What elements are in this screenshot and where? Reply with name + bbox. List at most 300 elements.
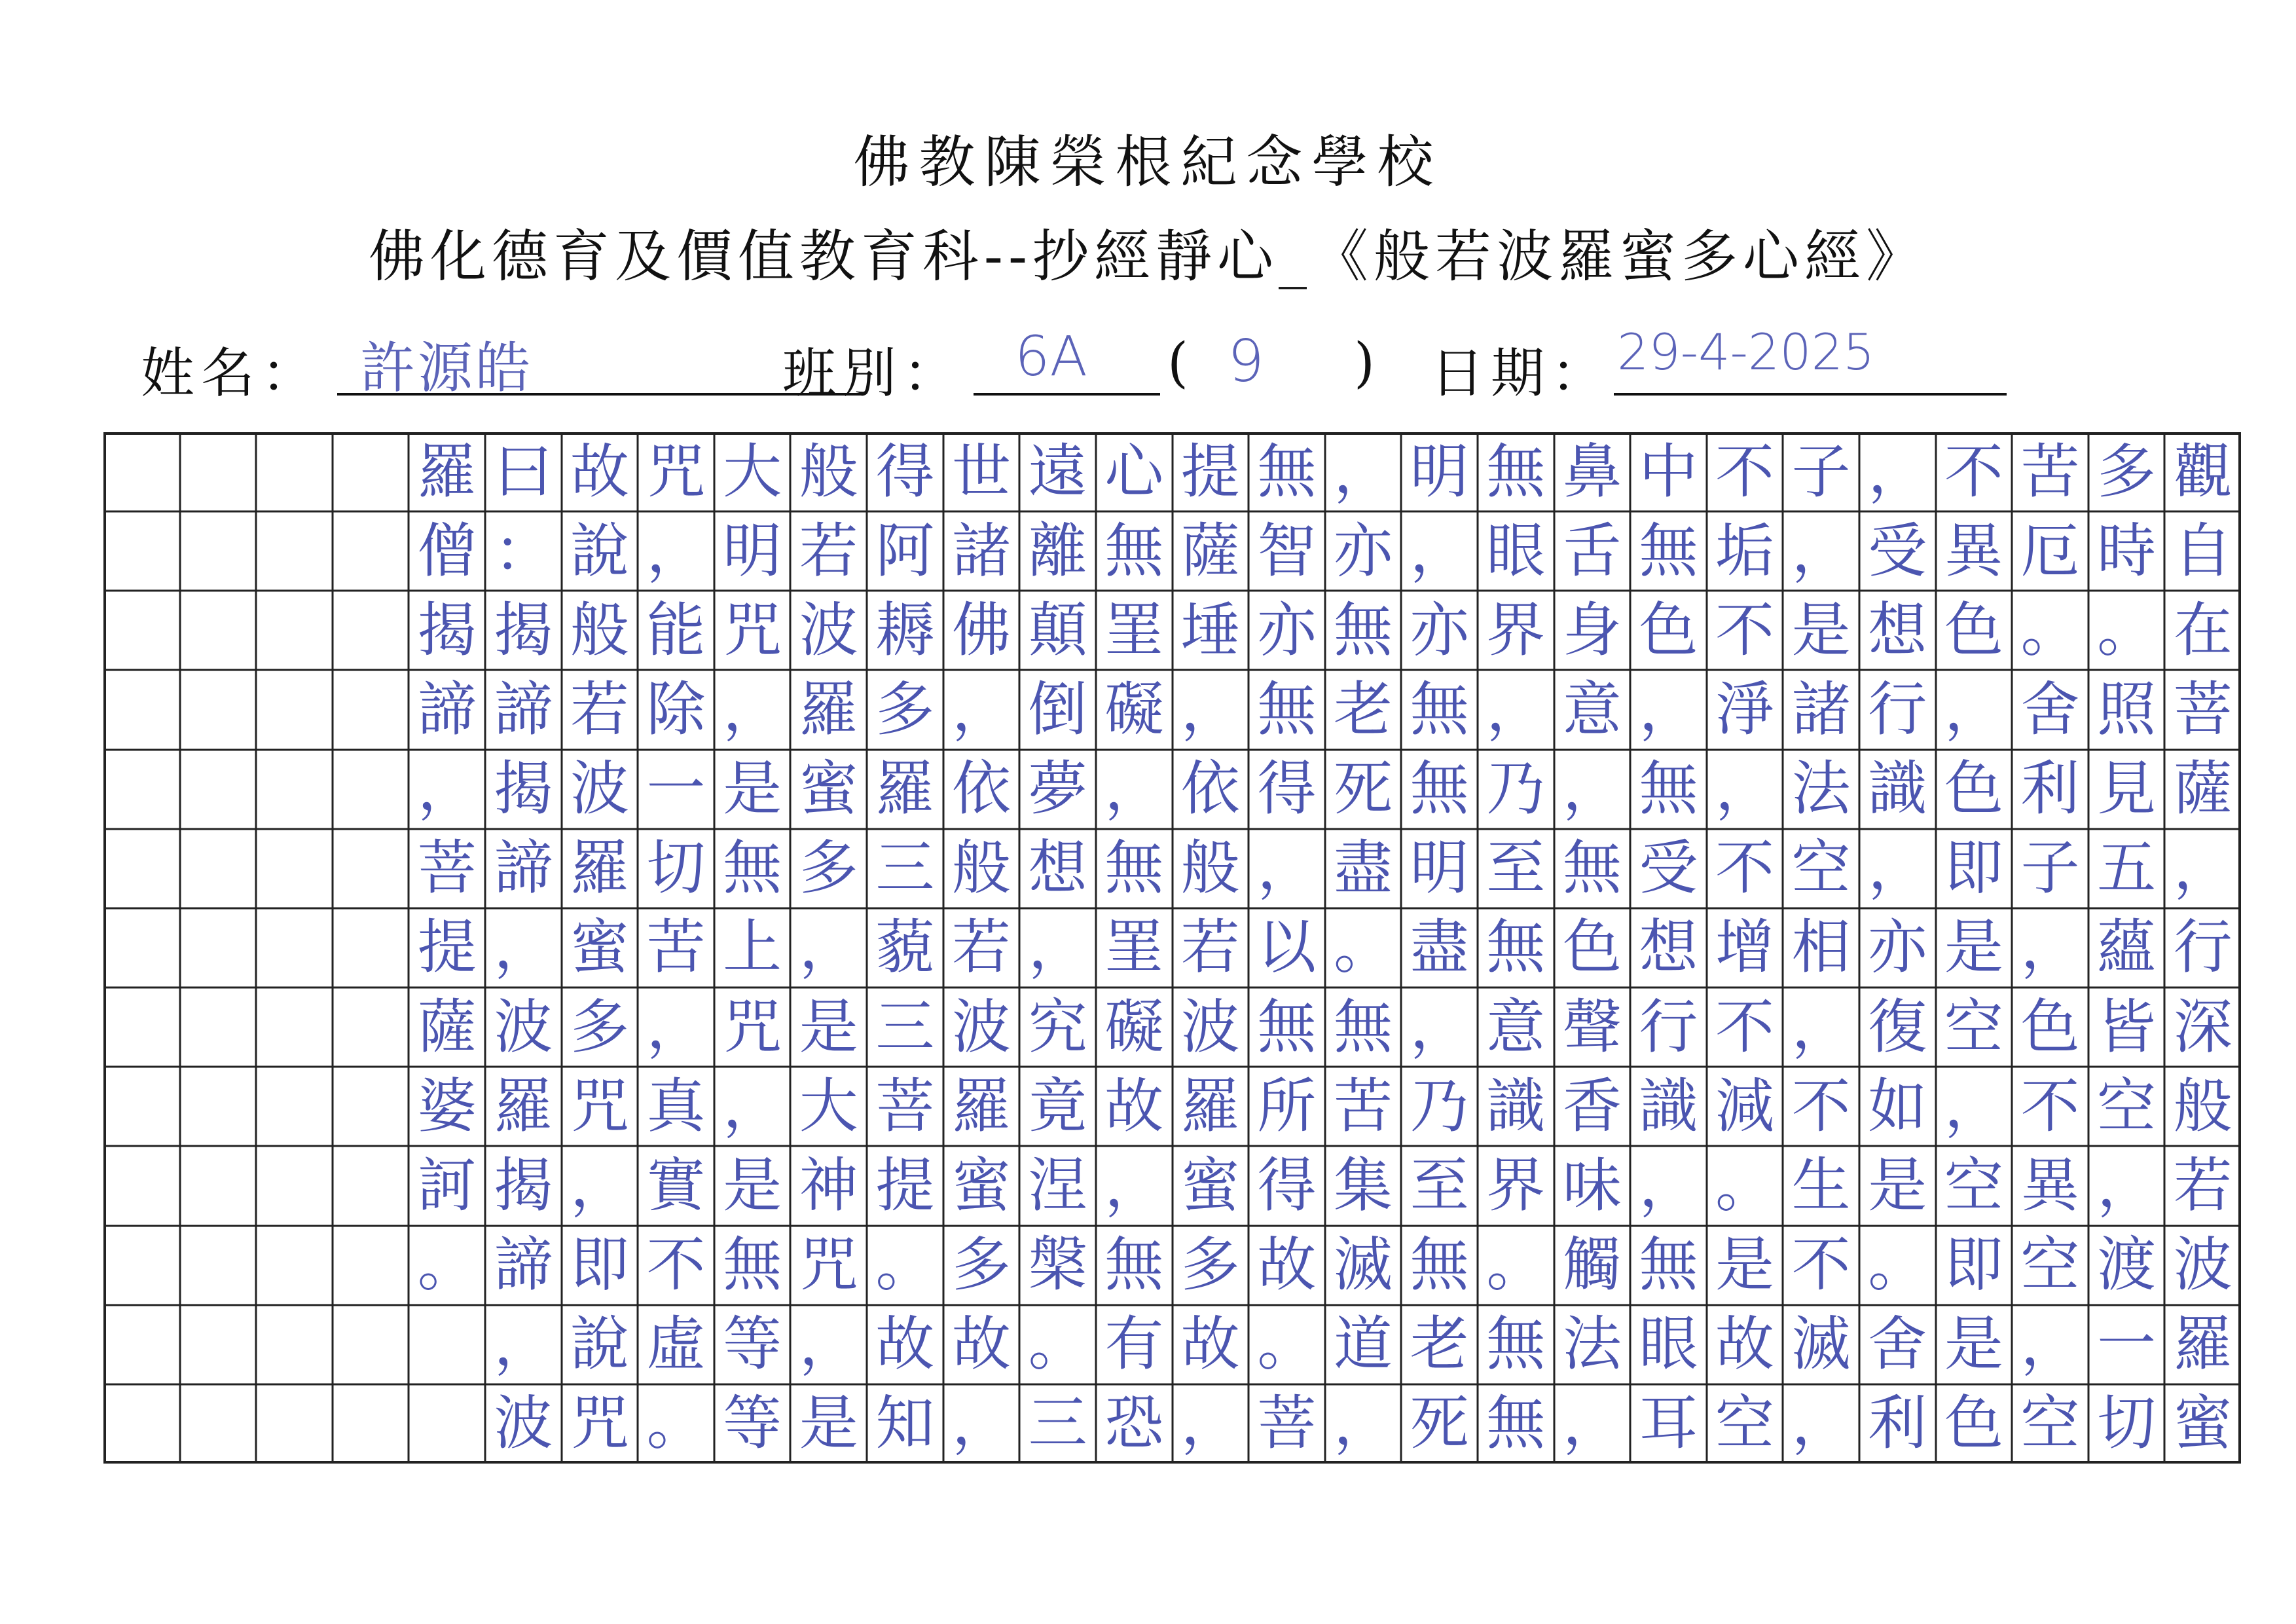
handwritten-character: 舍 (1868, 1310, 1927, 1379)
handwritten-character: ， (646, 992, 706, 1061)
handwritten-character: ， (1180, 675, 1240, 745)
handwritten-character: 涅 (1028, 1151, 1087, 1220)
handwritten-character: 故 (1180, 1310, 1240, 1379)
handwritten-character: 菩 (1257, 1389, 1317, 1458)
handwritten-character: 盡 (1410, 913, 1469, 982)
handwritten-character: 復 (1868, 992, 1927, 1061)
handwritten-character: 說 (570, 516, 629, 585)
handwritten-character: 無 (723, 1230, 782, 1300)
handwritten-character: 識 (1868, 754, 1927, 824)
handwritten-character: ， (1028, 913, 1087, 982)
handwritten-character: 若 (799, 516, 858, 585)
handwritten-character: ， (1334, 437, 1393, 506)
handwritten-character: ， (1791, 516, 1851, 585)
handwritten-character: 得 (1257, 754, 1317, 824)
handwritten-character: 時 (2097, 516, 2157, 585)
handwritten-character: 虛 (646, 1310, 706, 1379)
handwritten-character: 是 (1868, 1151, 1927, 1220)
handwritten-character: ， (1180, 1389, 1240, 1458)
handwritten-character: 。 (1334, 913, 1393, 982)
handwritten-character: 故 (570, 437, 629, 506)
handwritten-character: 咒 (570, 1389, 629, 1458)
handwritten-character: 三 (875, 992, 935, 1061)
handwritten-character: 。 (1257, 1310, 1317, 1379)
handwritten-character: ， (646, 516, 706, 585)
handwritten-character: 真 (646, 1071, 706, 1141)
handwritten-character: 眼 (1486, 516, 1546, 585)
handwritten-character: ， (494, 1310, 553, 1379)
handwritten-character: 恐 (1104, 1389, 1164, 1458)
handwritten-character: 大 (799, 1071, 858, 1141)
handwritten-character: 利 (2020, 754, 2080, 824)
handwritten-character: 耨 (875, 595, 935, 665)
handwritten-character: 般 (951, 834, 1011, 903)
handwritten-character: 盡 (1334, 834, 1393, 903)
handwritten-character: 異 (1944, 516, 2003, 585)
handwritten-character: ， (1410, 516, 1469, 585)
handwritten-character: 夢 (1028, 754, 1087, 824)
handwritten-character: 空 (1791, 834, 1851, 903)
handwritten-character: 神 (799, 1151, 858, 1220)
handwritten-character: 無 (1334, 595, 1393, 665)
handwritten-character: ， (1944, 675, 2003, 745)
handwritten-character: 五 (2097, 834, 2157, 903)
date-handwritten-value: 29-4-2025 (1617, 323, 1875, 381)
sutra-copy-grid (103, 432, 2241, 1464)
handwritten-character: 菩 (417, 834, 477, 903)
handwritten-character: 聲 (1562, 992, 1622, 1061)
handwritten-character: 羅 (875, 754, 935, 824)
handwritten-character: 無 (1639, 754, 1698, 824)
handwritten-character: 意 (1562, 675, 1622, 745)
handwritten-character: 若 (1180, 913, 1240, 982)
handwritten-character: 諸 (1791, 675, 1851, 745)
handwritten-character: 照 (2097, 675, 2157, 745)
handwritten-character: ， (2097, 1151, 2157, 1220)
handwritten-character: 僧 (417, 516, 477, 585)
handwritten-character: 佛 (951, 595, 1011, 665)
handwritten-character: 色 (1944, 1389, 2003, 1458)
handwritten-character: 一 (2097, 1310, 2157, 1379)
handwritten-character: 得 (1257, 1151, 1317, 1220)
handwritten-character: 厄 (2020, 516, 2080, 585)
handwritten-character: 想 (1639, 913, 1698, 982)
school-name: 佛教陳榮根紀念學校 (853, 130, 1443, 195)
handwritten-character: 無 (723, 834, 782, 903)
handwritten-character: 無 (1486, 437, 1546, 506)
handwritten-character: ， (951, 675, 1011, 745)
handwritten-character: ， (1868, 834, 1927, 903)
handwritten-character: 受 (1868, 516, 1927, 585)
handwritten-character: 乃 (1486, 754, 1546, 824)
handwritten-character: 味 (1562, 1151, 1622, 1220)
handwritten-character: ， (799, 913, 858, 982)
handwritten-character: 諦 (417, 675, 477, 745)
handwritten-character: 菩 (875, 1071, 935, 1141)
handwritten-character: 能 (646, 595, 706, 665)
handwritten-character: 是 (1715, 1230, 1775, 1300)
handwritten-character: 不 (1791, 1230, 1851, 1300)
handwritten-character: 。 (646, 1389, 706, 1458)
handwritten-character: 不 (2020, 1071, 2080, 1141)
handwritten-character: 明 (1410, 437, 1469, 506)
handwritten-character: 得 (875, 437, 935, 506)
handwritten-character: 顛 (1028, 595, 1087, 665)
handwritten-character: 故 (875, 1310, 935, 1379)
handwritten-character: 薩 (2173, 754, 2232, 824)
handwritten-character: 。 (417, 1230, 477, 1300)
handwritten-character: 識 (1639, 1071, 1698, 1141)
handwritten-character: 波 (494, 1389, 553, 1458)
handwritten-character: 蜜 (951, 1151, 1011, 1220)
handwritten-character: 明 (723, 516, 782, 585)
handwritten-character: 波 (799, 595, 858, 665)
handwritten-character: 大 (723, 437, 782, 506)
handwritten-character: 波 (951, 992, 1011, 1061)
class-handwritten-value: 6A (1015, 324, 1087, 388)
handwritten-character: 知 (875, 1389, 935, 1458)
handwritten-character: 滅 (1334, 1230, 1393, 1300)
handwritten-character: 想 (1028, 834, 1087, 903)
handwritten-character: 諦 (494, 834, 553, 903)
handwritten-character: 亦 (1410, 595, 1469, 665)
handwritten-character: 即 (1944, 834, 2003, 903)
handwritten-character: 上 (723, 913, 782, 982)
handwritten-character: ， (570, 1151, 629, 1220)
handwritten-character: ， (1715, 754, 1775, 824)
handwritten-character: 薩 (1180, 516, 1240, 585)
handwritten-character: 倒 (1028, 675, 1087, 745)
handwritten-character: 羅 (2173, 1310, 2232, 1379)
handwritten-character: 利 (1868, 1389, 1927, 1458)
handwritten-character: 波 (2173, 1230, 2232, 1300)
handwritten-character: 提 (875, 1151, 935, 1220)
handwritten-character: 除 (646, 675, 706, 745)
class-number-open-paren: ( (1167, 332, 1188, 394)
handwritten-character: 深 (2173, 992, 2232, 1061)
handwritten-character: 揭 (417, 595, 477, 665)
handwritten-character: 諦 (494, 1230, 553, 1300)
handwritten-character: 無 (1104, 1230, 1164, 1300)
handwritten-character: ， (1334, 1389, 1393, 1458)
handwritten-character: 意 (1486, 992, 1546, 1061)
handwritten-character: 受 (1639, 834, 1698, 903)
handwritten-character: 多 (2097, 437, 2157, 506)
handwritten-character: 等 (723, 1310, 782, 1379)
handwritten-character: 槃 (1028, 1230, 1087, 1300)
name-handwritten-value: 許源皓 (360, 336, 534, 400)
handwritten-character: ， (1868, 437, 1927, 506)
handwritten-character: 乃 (1410, 1071, 1469, 1141)
handwritten-character: 身 (1562, 595, 1622, 665)
handwritten-character: 咒 (570, 1071, 629, 1141)
handwritten-character: 。 (2097, 595, 2157, 665)
handwritten-character: 是 (1944, 913, 2003, 982)
handwritten-character: 無 (1410, 675, 1469, 745)
handwritten-character: 提 (1180, 437, 1240, 506)
handwritten-character: 觸 (1562, 1230, 1622, 1300)
handwritten-character: 色 (1639, 595, 1698, 665)
handwritten-character: 蜜 (799, 754, 858, 824)
handwritten-character: 礙 (1104, 992, 1164, 1061)
handwritten-character: 提 (417, 913, 477, 982)
handwritten-character: 子 (2020, 834, 2080, 903)
handwritten-character: 咒 (723, 992, 782, 1061)
handwritten-character: 無 (1639, 1230, 1698, 1300)
handwritten-character: 垢 (1715, 516, 1775, 585)
handwritten-character: 皆 (2097, 992, 2157, 1061)
handwritten-character: 藐 (875, 913, 935, 982)
handwritten-character: 離 (1028, 516, 1087, 585)
handwritten-character: 諦 (494, 675, 553, 745)
handwritten-character: 故 (1104, 1071, 1164, 1141)
handwritten-character: 行 (2173, 913, 2232, 982)
handwritten-character: 無 (1410, 754, 1469, 824)
handwritten-character: ， (1791, 1389, 1851, 1458)
handwritten-character: ， (1791, 992, 1851, 1061)
handwritten-character: 苦 (1334, 1071, 1393, 1141)
handwritten-character: 心 (1104, 437, 1164, 506)
handwritten-character: ， (1257, 834, 1317, 903)
handwritten-character: 不 (1791, 1071, 1851, 1141)
handwritten-character: ， (2020, 913, 2080, 982)
handwritten-character: 咒 (723, 595, 782, 665)
handwritten-character: 揭 (494, 1151, 553, 1220)
handwritten-character: 色 (2020, 992, 2080, 1061)
handwritten-character: 亦 (1334, 516, 1393, 585)
handwritten-character: 即 (1944, 1230, 2003, 1300)
handwritten-character: 咒 (646, 437, 706, 506)
handwritten-character: 阿 (875, 516, 935, 585)
handwritten-character: 空 (1715, 1389, 1775, 1458)
handwritten-character: 般 (799, 437, 858, 506)
handwritten-character: 無 (1104, 834, 1164, 903)
handwritten-character: 想 (1868, 595, 1927, 665)
handwritten-character: 般 (2173, 1071, 2232, 1141)
handwritten-character: 故 (951, 1310, 1011, 1379)
handwritten-character: 是 (723, 754, 782, 824)
handwritten-character: 如 (1868, 1071, 1927, 1141)
handwritten-character: 至 (1486, 834, 1546, 903)
handwritten-character: 無 (1334, 992, 1393, 1061)
handwritten-character: 無 (1104, 516, 1164, 585)
handwritten-character: 行 (1868, 675, 1927, 745)
handwritten-character: 故 (1257, 1230, 1317, 1300)
handwritten-character: 多 (570, 992, 629, 1061)
handwritten-character: 三 (875, 834, 935, 903)
class-underline (974, 393, 1160, 396)
handwritten-character: 不 (646, 1230, 706, 1300)
handwritten-character: ， (1486, 675, 1546, 745)
handwritten-character: 依 (1180, 754, 1240, 824)
handwritten-character: 揭 (494, 595, 553, 665)
handwritten-character: 行 (1639, 992, 1698, 1061)
handwritten-character: 智 (1257, 516, 1317, 585)
handwritten-character: 般 (1180, 834, 1240, 903)
handwritten-character: 無 (1257, 675, 1317, 745)
handwritten-character: 訶 (417, 1151, 477, 1220)
handwritten-character: 觀 (2173, 437, 2232, 506)
handwritten-character: 切 (646, 834, 706, 903)
handwritten-character: 識 (1486, 1071, 1546, 1141)
handwritten-character: 說 (570, 1310, 629, 1379)
handwritten-character: 究 (1028, 992, 1087, 1061)
class-number-close-paren: ) (1354, 332, 1375, 394)
handwritten-character: 至 (1410, 1151, 1469, 1220)
handwritten-character: 羅 (417, 437, 477, 506)
handwritten-character: 實 (646, 1151, 706, 1220)
handwritten-character: 異 (2020, 1151, 2080, 1220)
handwritten-character: 遠 (1028, 437, 1087, 506)
handwritten-character: ， (951, 1389, 1011, 1458)
handwritten-character: ： (494, 516, 553, 585)
handwritten-character: 眼 (1639, 1310, 1698, 1379)
handwritten-character: 相 (1791, 913, 1851, 982)
handwritten-character: 鼻 (1562, 437, 1622, 506)
date-underline (1614, 393, 2007, 396)
handwritten-character: 是 (1944, 1310, 2003, 1379)
handwritten-character: 不 (1715, 992, 1775, 1061)
handwritten-character: 。 (875, 1230, 935, 1300)
handwritten-character: 無 (1562, 834, 1622, 903)
handwritten-character: 波 (570, 754, 629, 824)
handwritten-character: ， (1410, 992, 1469, 1061)
handwritten-character: ， (2173, 834, 2232, 903)
handwritten-character: 空 (2020, 1230, 2080, 1300)
handwritten-character: ， (494, 913, 553, 982)
handwritten-character: 法 (1791, 754, 1851, 824)
handwritten-character: 渡 (2097, 1230, 2157, 1300)
handwritten-character: 死 (1334, 754, 1393, 824)
handwritten-character: ， (417, 754, 477, 824)
handwritten-character: 所 (1257, 1071, 1317, 1141)
handwritten-character: 若 (951, 913, 1011, 982)
handwritten-character: 波 (1180, 992, 1240, 1061)
handwritten-character: 無 (1410, 1230, 1469, 1300)
handwritten-character: 羅 (1180, 1071, 1240, 1141)
handwritten-character: 無 (1257, 992, 1317, 1061)
handwritten-character: 多 (951, 1230, 1011, 1300)
handwritten-character: 依 (951, 754, 1011, 824)
handwritten-character: 空 (1944, 1151, 2003, 1220)
date-label: 日期： (1430, 342, 1612, 405)
handwritten-character: 若 (2173, 1151, 2232, 1220)
handwritten-character: 罣 (1104, 595, 1164, 665)
handwritten-character: 子 (1791, 437, 1851, 506)
handwritten-character: 薩 (417, 992, 477, 1061)
handwritten-character: 生 (1791, 1151, 1851, 1220)
handwritten-character: 亦 (1257, 595, 1317, 665)
handwritten-character: 不 (1715, 437, 1775, 506)
handwritten-character: 空 (2020, 1389, 2080, 1458)
handwritten-character: 色 (1562, 913, 1622, 982)
handwritten-character: 有 (1104, 1310, 1164, 1379)
handwritten-character: 增 (1715, 913, 1775, 982)
handwritten-character: 滅 (1791, 1310, 1851, 1379)
handwritten-character: 色 (1944, 754, 2003, 824)
handwritten-character: 礙 (1104, 675, 1164, 745)
handwritten-character: 蜜 (2173, 1389, 2232, 1458)
handwritten-character: 切 (2097, 1389, 2157, 1458)
handwritten-character: 波 (494, 992, 553, 1061)
handwritten-character: 無 (1486, 1389, 1546, 1458)
handwritten-character: ， (2020, 1310, 2080, 1379)
handwritten-character: 故 (1715, 1310, 1775, 1379)
handwritten-character: 竟 (1028, 1071, 1087, 1141)
handwritten-character: 在 (2173, 595, 2232, 665)
handwritten-character: 諸 (951, 516, 1011, 585)
handwritten-character: 蘊 (2097, 913, 2157, 982)
handwritten-character: 淨 (1715, 675, 1775, 745)
handwritten-character: ， (723, 1071, 782, 1141)
handwritten-character: 減 (1715, 1071, 1775, 1141)
handwritten-character: 三 (1028, 1389, 1087, 1458)
handwritten-character: 世 (951, 437, 1011, 506)
handwritten-character: 一 (646, 754, 706, 824)
handwritten-character: 若 (570, 675, 629, 745)
handwritten-character: 是 (799, 992, 858, 1061)
handwritten-character: 苦 (646, 913, 706, 982)
handwritten-character: ， (799, 1310, 858, 1379)
handwritten-character: 是 (723, 1151, 782, 1220)
handwritten-character: 界 (1486, 595, 1546, 665)
handwritten-character: 不 (1944, 437, 2003, 506)
handwritten-character: 羅 (951, 1071, 1011, 1141)
handwritten-character: 道 (1334, 1310, 1393, 1379)
handwritten-character: ， (1639, 1151, 1698, 1220)
handwritten-character: 以 (1257, 913, 1317, 982)
handwritten-character: 無 (1486, 913, 1546, 982)
handwritten-character: 般 (570, 595, 629, 665)
handwritten-character: 集 (1334, 1151, 1393, 1220)
handwritten-character: 明 (1410, 834, 1469, 903)
handwritten-character: ， (723, 675, 782, 745)
handwritten-character: 香 (1562, 1071, 1622, 1141)
handwritten-character: 。 (1715, 1151, 1775, 1220)
handwritten-character: 多 (799, 834, 858, 903)
handwritten-character: 即 (570, 1230, 629, 1300)
handwritten-character: 色 (1944, 595, 2003, 665)
class-number-handwritten-value: 9 (1228, 327, 1264, 395)
handwritten-character: 死 (1410, 1389, 1469, 1458)
handwritten-character: ， (1104, 1151, 1164, 1220)
handwritten-character: 亦 (1868, 913, 1927, 982)
handwritten-character: 老 (1334, 675, 1393, 745)
handwritten-character: 界 (1486, 1151, 1546, 1220)
handwritten-character: 羅 (570, 834, 629, 903)
handwritten-character: 舍 (2020, 675, 2080, 745)
handwritten-character: 無 (1257, 437, 1317, 506)
handwritten-character: 舌 (1562, 516, 1622, 585)
worksheet-title: 佛化德育及價值教育科--抄經靜心_《般若波羅蜜多心經》 (368, 224, 1928, 289)
handwritten-character: 是 (799, 1389, 858, 1458)
handwritten-character: 自 (2173, 516, 2232, 585)
handwritten-character: 多 (875, 675, 935, 745)
handwritten-character: 等 (723, 1389, 782, 1458)
handwritten-character: 。 (2020, 595, 2080, 665)
handwritten-character: 空 (2097, 1071, 2157, 1141)
handwritten-character: 曰 (494, 437, 553, 506)
handwritten-character: 見 (2097, 754, 2157, 824)
handwritten-character: 婆 (417, 1071, 477, 1141)
handwritten-character: ， (1639, 675, 1698, 745)
handwritten-character: 多 (1180, 1230, 1240, 1300)
handwritten-character: 不 (1715, 834, 1775, 903)
handwritten-character: 空 (1944, 992, 2003, 1061)
handwritten-character: ， (1562, 1389, 1622, 1458)
grid-cells (103, 432, 2241, 1464)
handwritten-character: 無 (1486, 1310, 1546, 1379)
